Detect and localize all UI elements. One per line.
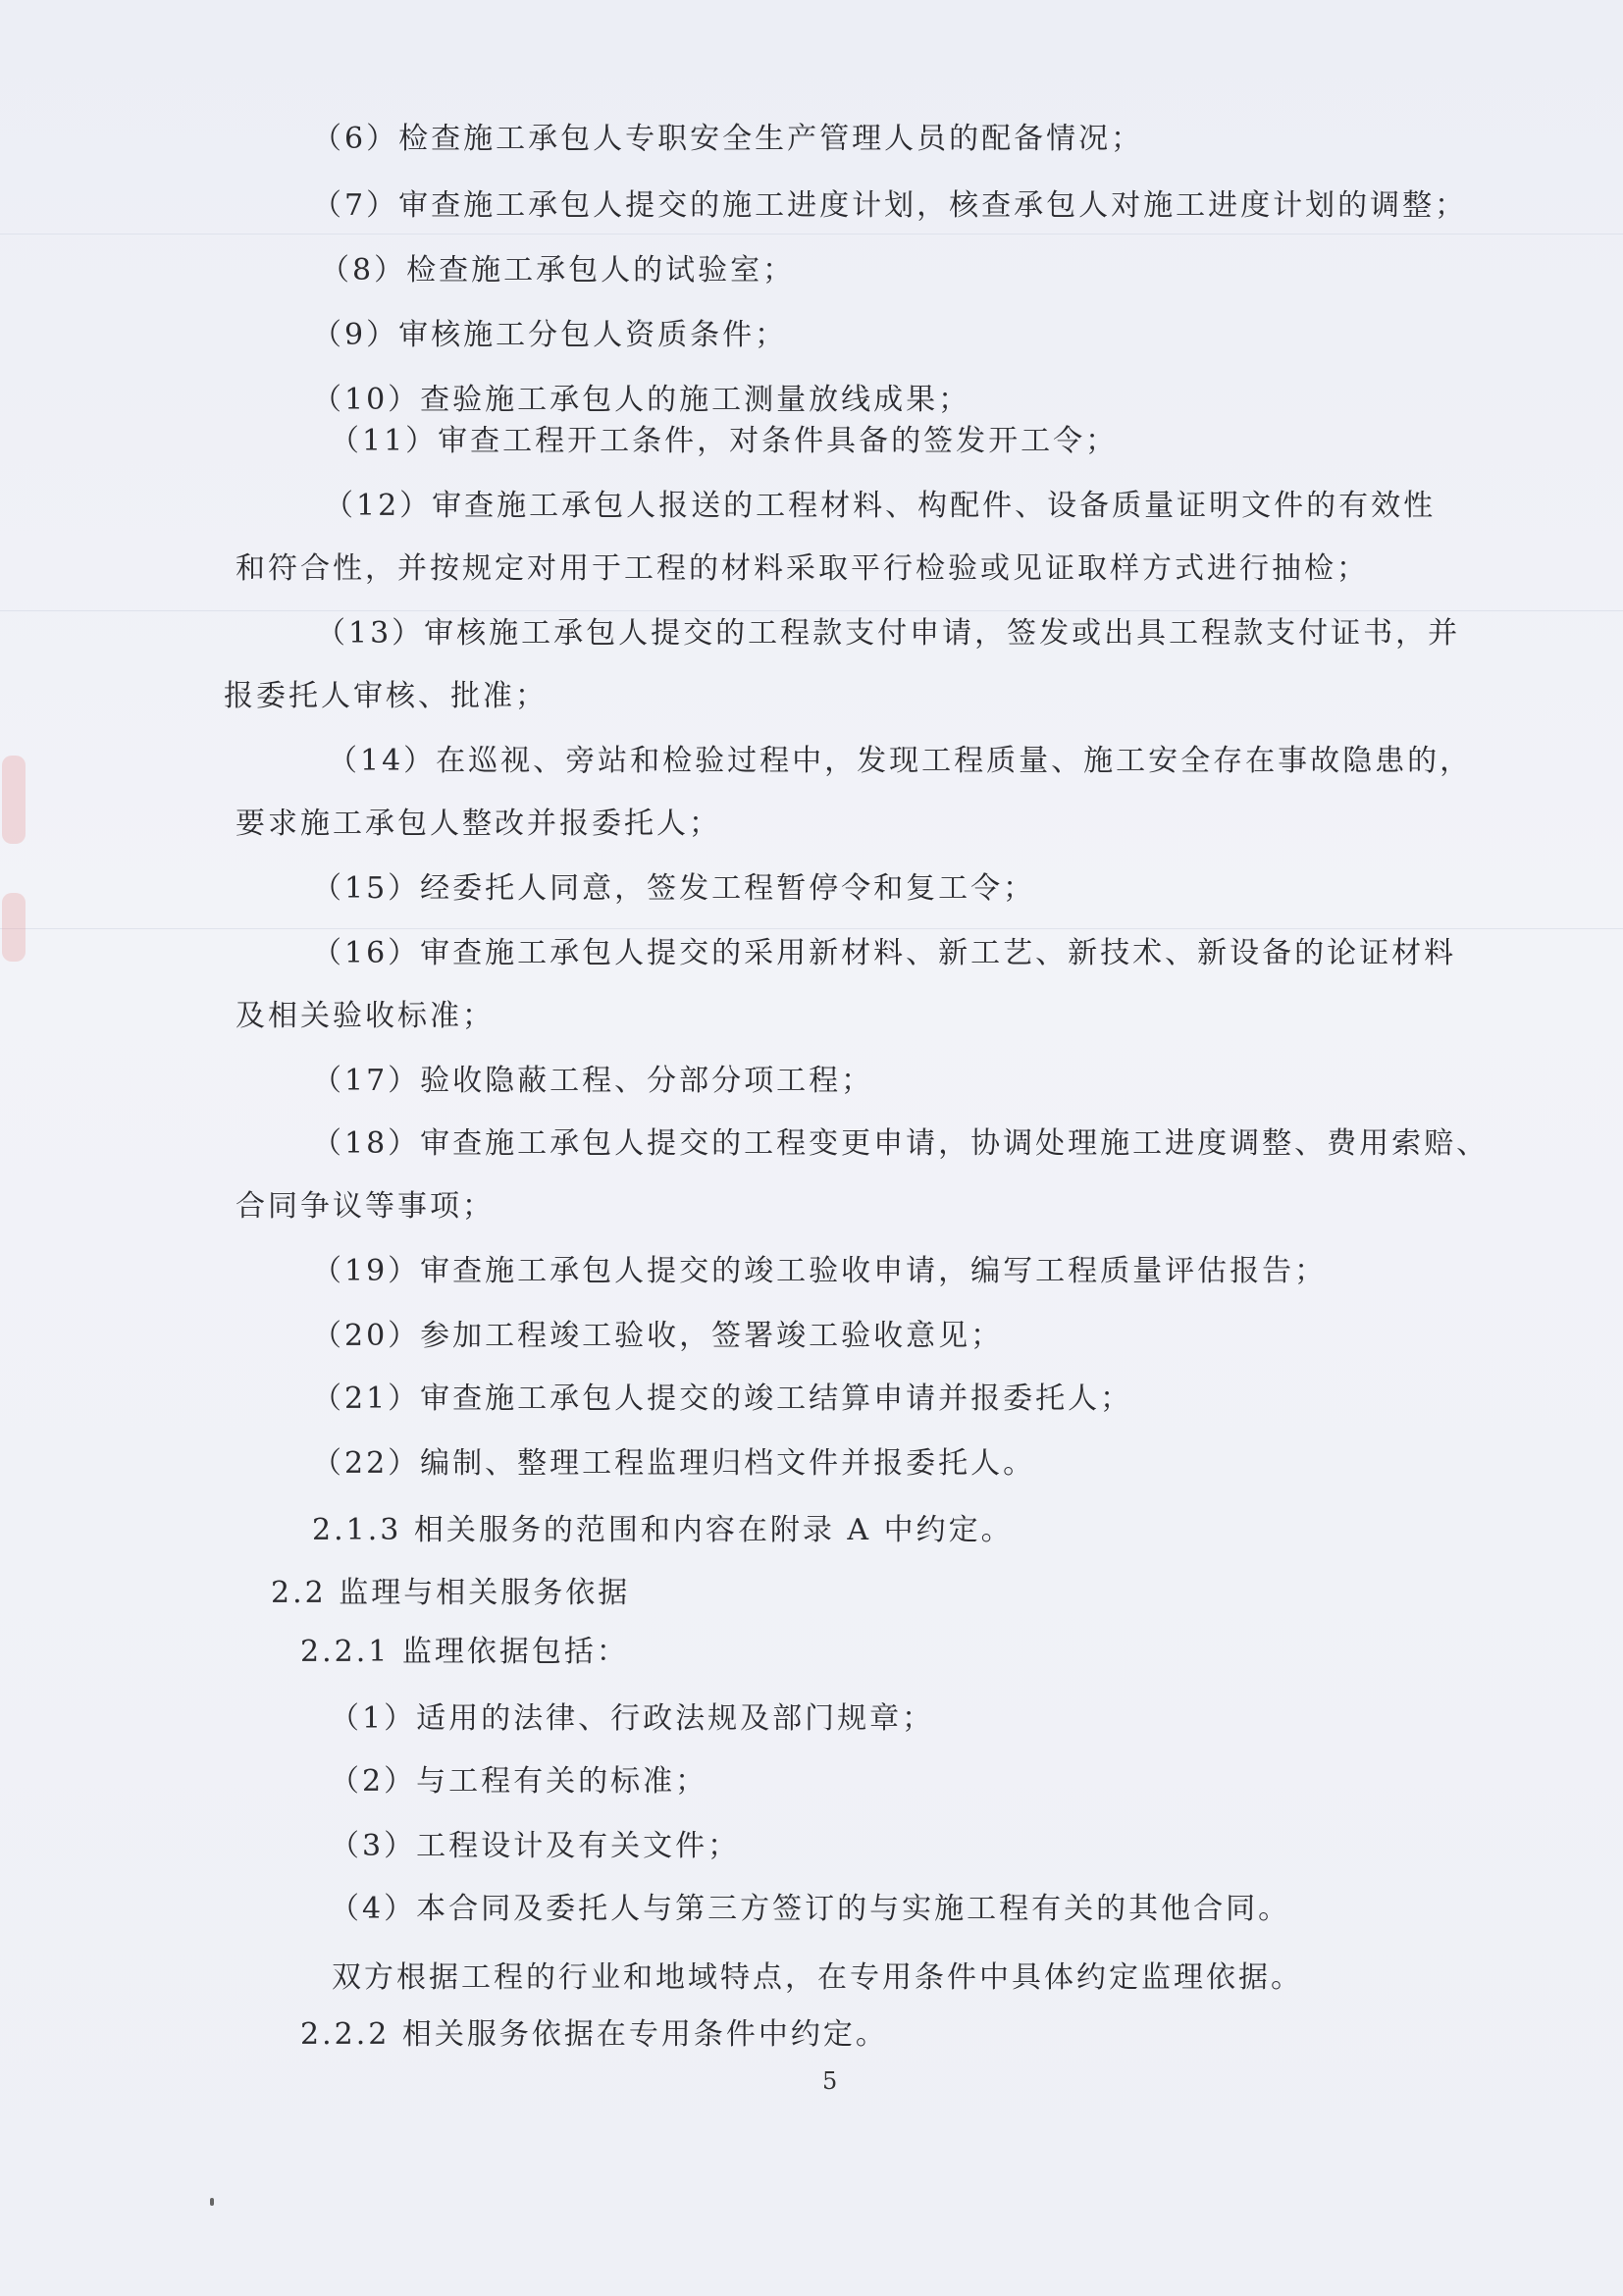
item-9-line: （9）审核施工分包人资质条件； xyxy=(312,318,788,352)
basis-item-4: （4）本合同及委托人与第三方签订的与实施工程有关的其他合同。 xyxy=(330,1892,1291,1926)
clause-2-2-2: 2.2.2 相关服务依据在专用条件中约定。 xyxy=(300,2017,888,2052)
item-12-line-2: 和符合性，并按规定对用于工程的材料采取平行检验或见证取样方式进行抽检； xyxy=(236,551,1369,586)
item-12-line-1: （12）审查施工承包人报送的工程材料、构配件、设备质量证明文件的有效性 xyxy=(324,489,1437,523)
page-number: 5 xyxy=(822,2067,838,2095)
basis-item-2: （2）与工程有关的标准； xyxy=(330,1764,708,1799)
scan-line xyxy=(0,610,1623,611)
item-13-line-1: （13）审核施工承包人提交的工程款支付申请，签发或出具工程款支付证书，并 xyxy=(316,616,1461,651)
item-16-line-2: 及相关验收标准； xyxy=(236,999,495,1033)
item-6-line: （6）检查施工承包人专职安全生产管理人员的配备情况； xyxy=(312,122,1144,156)
item-18-line-2: 合同争议等事项； xyxy=(236,1189,495,1224)
item-16-line-1: （16）审查施工承包人提交的采用新材料、新工艺、新技术、新设备的论证材料 xyxy=(312,936,1457,970)
item-18-line-1: （18）审查施工承包人提交的工程变更申请，协调处理施工进度调整、费用索赔、 xyxy=(312,1126,1490,1161)
item-10-line: （10）查验施工承包人的施工测量放线成果； xyxy=(312,383,971,417)
basis-item-3: （3）工程设计及有关文件； xyxy=(330,1829,741,1863)
basis-item-1: （1）适用的法律、行政法规及部门规章； xyxy=(330,1701,935,1736)
item-8-line: （8）检查施工承包人的试验室； xyxy=(320,253,796,287)
scan-line xyxy=(0,234,1623,235)
section-2-2-heading: 2.2 监理与相关服务依据 xyxy=(271,1576,631,1610)
item-13-line-2: 报委托人审核、批准； xyxy=(224,679,548,713)
basis-note: 双方根据工程的行业和地域特点，在专用条件中具体约定监理依据。 xyxy=(332,1960,1303,1995)
item-19-line: （19）审查施工承包人提交的竣工验收申请，编写工程质量评估报告； xyxy=(312,1254,1328,1288)
item-20-line: （20）参加工程竣工验收，签署竣工验收意见； xyxy=(312,1319,1004,1353)
item-7-line: （7）审查施工承包人提交的施工进度计划，核查承包人对施工进度计划的调整； xyxy=(312,188,1468,223)
item-14-line-1: （14）在巡视、旁站和检验过程中，发现工程质量、施工安全存在事故隐患的， xyxy=(328,744,1473,778)
edge-stain xyxy=(2,893,26,962)
scan-speck xyxy=(210,2198,214,2206)
item-15-line: （15）经委托人同意，签发工程暂停令和复工令； xyxy=(312,871,1036,906)
item-17-line: （17）验收隐蔽工程、分部分项工程； xyxy=(312,1064,874,1098)
scan-line xyxy=(0,928,1623,929)
edge-stain xyxy=(2,756,26,844)
item-22-line: （22）编制、整理工程监理归档文件并报委托人。 xyxy=(312,1446,1036,1481)
item-14-line-2: 要求施工承包人整改并报委托人； xyxy=(236,807,721,841)
item-21-line: （21）审查施工承包人提交的竣工结算申请并报委托人； xyxy=(312,1382,1133,1416)
clause-2-1-3: 2.1.3 相关服务的范围和内容在附录 A 中约定。 xyxy=(312,1513,1014,1547)
clause-2-2-1: 2.2.1 监理依据包括： xyxy=(300,1635,629,1669)
item-11-line: （11）审查工程开工条件，对条件具备的签发开工令； xyxy=(330,424,1119,458)
